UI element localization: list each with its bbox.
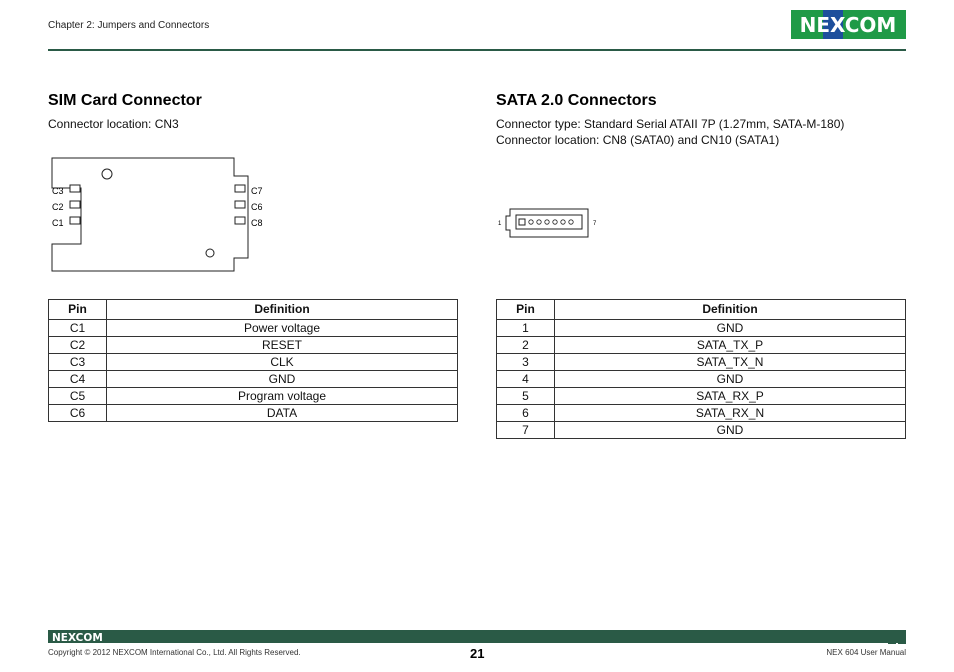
footer-bar xyxy=(48,630,906,643)
table-row xyxy=(49,337,458,354)
pin-cell: C2 xyxy=(49,337,107,354)
definition-cell: DATA xyxy=(107,405,458,422)
nexcom-logo xyxy=(791,10,906,39)
pin-cell: 6 xyxy=(497,405,555,422)
pin-cell: C1 xyxy=(49,320,107,337)
pin-cell: 4 xyxy=(497,371,555,388)
definition-cell: SATA_RX_P xyxy=(555,388,906,405)
sim-pin-table xyxy=(48,299,458,422)
sim-connector-diagram xyxy=(48,154,263,279)
table-row xyxy=(497,337,906,354)
definition-cell: GND xyxy=(107,371,458,388)
definition-cell: Program voltage xyxy=(107,388,458,405)
table-row xyxy=(49,405,458,422)
table-row xyxy=(497,320,906,337)
sata-pin-label-last: 7 xyxy=(593,221,597,227)
pin-cell: C5 xyxy=(49,388,107,405)
sim-section-title: SIM Card Connector xyxy=(48,92,202,109)
definition-cell: GND xyxy=(555,422,906,439)
pin-cell: 5 xyxy=(497,388,555,405)
column-header-definition: Definition xyxy=(555,300,906,320)
column-header-pin: Pin xyxy=(49,300,107,320)
table-row xyxy=(49,320,458,337)
table-row xyxy=(497,405,906,422)
definition-cell: SATA_TX_P xyxy=(555,337,906,354)
footer-logo-text: NEXCOM xyxy=(52,632,103,644)
pin-cell: C4 xyxy=(49,371,107,388)
column-header-definition: Definition xyxy=(107,300,458,320)
table-row xyxy=(49,371,458,388)
table-header-row xyxy=(497,300,906,320)
definition-cell: GND xyxy=(555,371,906,388)
sata-connector-type: Connector type: Standard Serial ATAII 7P (1.27mm, SATA-M-180) xyxy=(496,117,845,131)
table-header-row xyxy=(49,300,458,320)
sata-connector-diagram xyxy=(496,204,606,249)
pin-cell: 7 xyxy=(497,422,555,439)
definition-cell: Power voltage xyxy=(107,320,458,337)
definition-cell: SATA_TX_N xyxy=(555,354,906,371)
pin-cell: C6 xyxy=(49,405,107,422)
header-divider xyxy=(48,49,906,51)
sim-pin-label-c6: C6 xyxy=(251,202,263,212)
definition-cell: SATA_RX_N xyxy=(555,405,906,422)
sim-pin-label-c7: C7 xyxy=(251,186,263,196)
manual-name: NEX 604 User Manual xyxy=(826,648,906,657)
page-number: 21 xyxy=(470,646,485,661)
sata-connector-location: Connector location: CN8 (SATA0) and CN10 (SATA1) xyxy=(496,133,780,147)
pin-cell: 2 xyxy=(497,337,555,354)
chapter-title: Chapter 2: Jumpers and Connectors xyxy=(48,20,210,31)
copyright-text: Copyright © 2012 NEXCOM International Co., Ltd. All Rights Reserved. xyxy=(48,648,301,657)
sata-section-title: SATA 2.0 Connectors xyxy=(496,92,657,109)
table-row xyxy=(497,422,906,439)
sata-pin-label-first: 1 xyxy=(498,221,502,227)
column-header-pin: Pin xyxy=(497,300,555,320)
pin-cell: C3 xyxy=(49,354,107,371)
corner-squares-icon xyxy=(888,630,906,644)
definition-cell: RESET xyxy=(107,337,458,354)
table-row xyxy=(497,354,906,371)
table-row xyxy=(497,371,906,388)
table-row xyxy=(49,388,458,405)
definition-cell: CLK xyxy=(107,354,458,371)
definition-cell: GND xyxy=(555,320,906,337)
sim-pin-label-c3: C3 xyxy=(52,186,64,196)
sim-pin-label-c1: C1 xyxy=(52,218,64,228)
sim-pin-label-c8: C8 xyxy=(251,218,263,228)
pin-cell: 1 xyxy=(497,320,555,337)
sim-connector-location: Connector location: CN3 xyxy=(48,117,179,131)
footer-nexcom-logo xyxy=(52,631,108,642)
table-row xyxy=(497,388,906,405)
sim-pin-label-c2: C2 xyxy=(52,202,64,212)
pin-cell: 3 xyxy=(497,354,555,371)
logo-text: NEXCOM xyxy=(799,13,897,37)
table-row xyxy=(49,354,458,371)
sata-pin-table xyxy=(496,299,906,439)
